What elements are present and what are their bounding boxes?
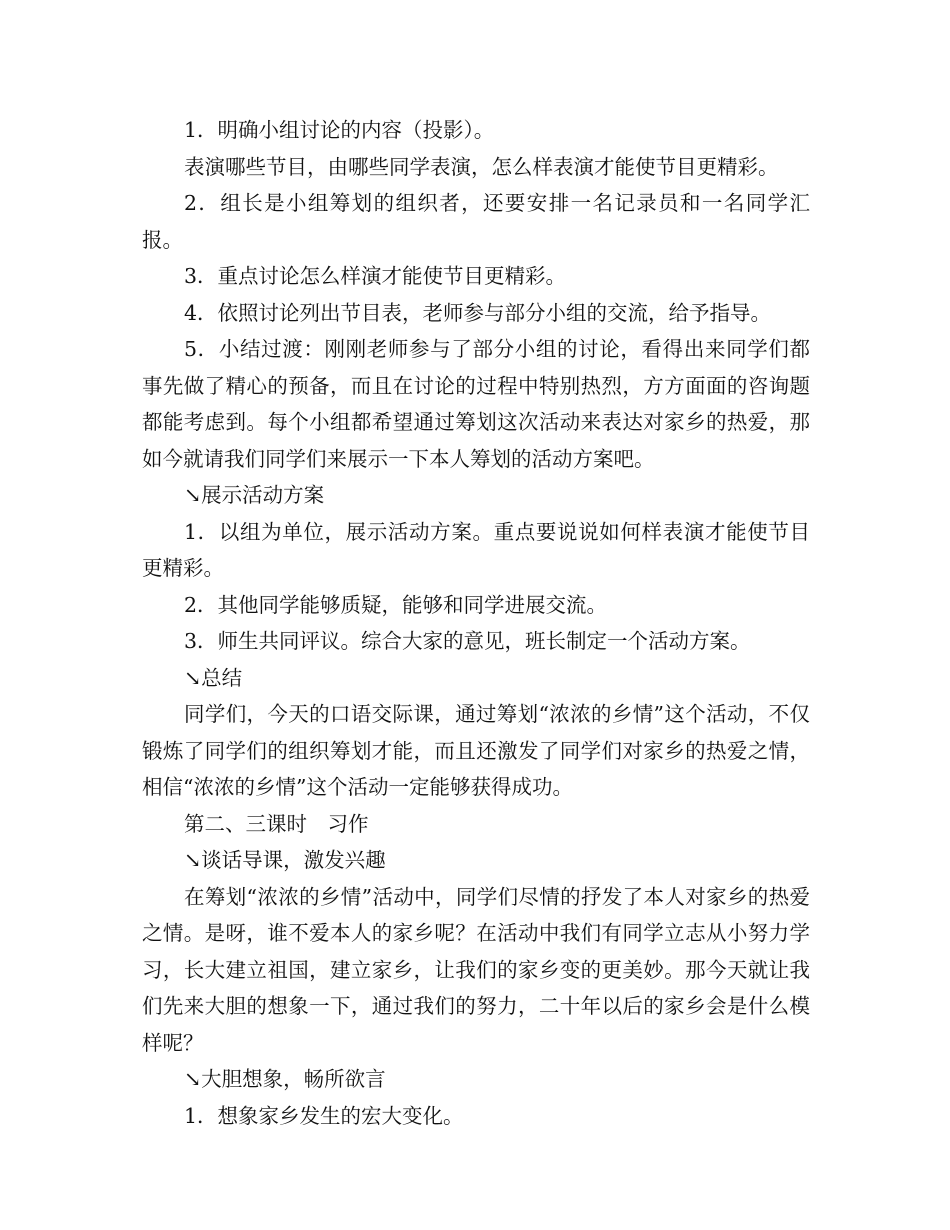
- paragraph-12: 同学们，今天的口语交际课，通过筹划“浓浓的乡情”这个活动，不仅锻炼了同学们的组织筹划才能，而且还激发了同学们对家乡的热爱之情，相信“浓浓的乡情”这个活动一定能够获得成功。: [142, 702, 810, 799]
- paragraph-6: 5．小结过渡：刚刚老师参与了部分小组的讨论，看得出来同学们都事先做了精心的预备，而且在讨论的过程中特别热烈，方方面面的咨询题都能考虑到。每个小组都希望通过筹划这次活动来表达对家乡的热爱，那如今就请我们同学们来展示一下本人筹划的活动方案吧。: [142, 337, 810, 471]
- paragraph-10: 3．师生共同评议。综合大家的意见，班长制定一个活动方案。: [184, 629, 751, 653]
- paragraph-3: 2．组长是小组筹划的组织者，还要安排一名记录员和一名同学汇报。: [142, 191, 810, 252]
- section-heading-summary: ↘总结: [184, 665, 243, 690]
- section-heading-imagine: ↘大胆想象，畅所欲言: [184, 1067, 386, 1091]
- section-heading-intro: ↘谈话导课，激发兴趣: [184, 848, 386, 872]
- paragraph-2: 表演哪些节目，由哪些同学表演，怎么样表演才能使节目更精彩。: [184, 154, 779, 179]
- paragraph-15: 在筹划“浓浓的乡情”活动中，同学们尽情的抒发了本人对家乡的热爱之情。是呀，谁不爱本人的家乡呢？在活动中我们有同学立志从小努力学习，长大建立祖国，建立家乡，让我们的家乡变的更美妙。那今天就让我们先来大胆的想象一下，通过我们的努力，二十年以后的家乡会是什么模样呢？: [142, 884, 810, 1055]
- paragraph-9: 2．其他同学能够质疑，能够和同学进展交流。: [184, 592, 608, 617]
- paragraph-17: 1．想象家乡发生的宏大变化。: [184, 1103, 464, 1128]
- document-body: [142, 112, 810, 1134]
- paragraph-8: 1．以组为单位，展示活动方案。重点要说说如何样表演才能使节目更精彩。: [142, 519, 810, 580]
- paragraph-4: 3．重点讨论怎么样演才能使节目更精彩。: [184, 264, 567, 288]
- paragraph-1: 1．明确小组讨论的内容（投影）。: [184, 118, 495, 142]
- paragraph-5: 4．依照讨论列出节目表，老师参与部分小组的交流，给予指导。: [184, 300, 772, 325]
- lesson-heading: 第二、三课时 习作: [184, 811, 369, 836]
- section-heading-show-plan: ↘展示活动方案: [184, 483, 325, 507]
